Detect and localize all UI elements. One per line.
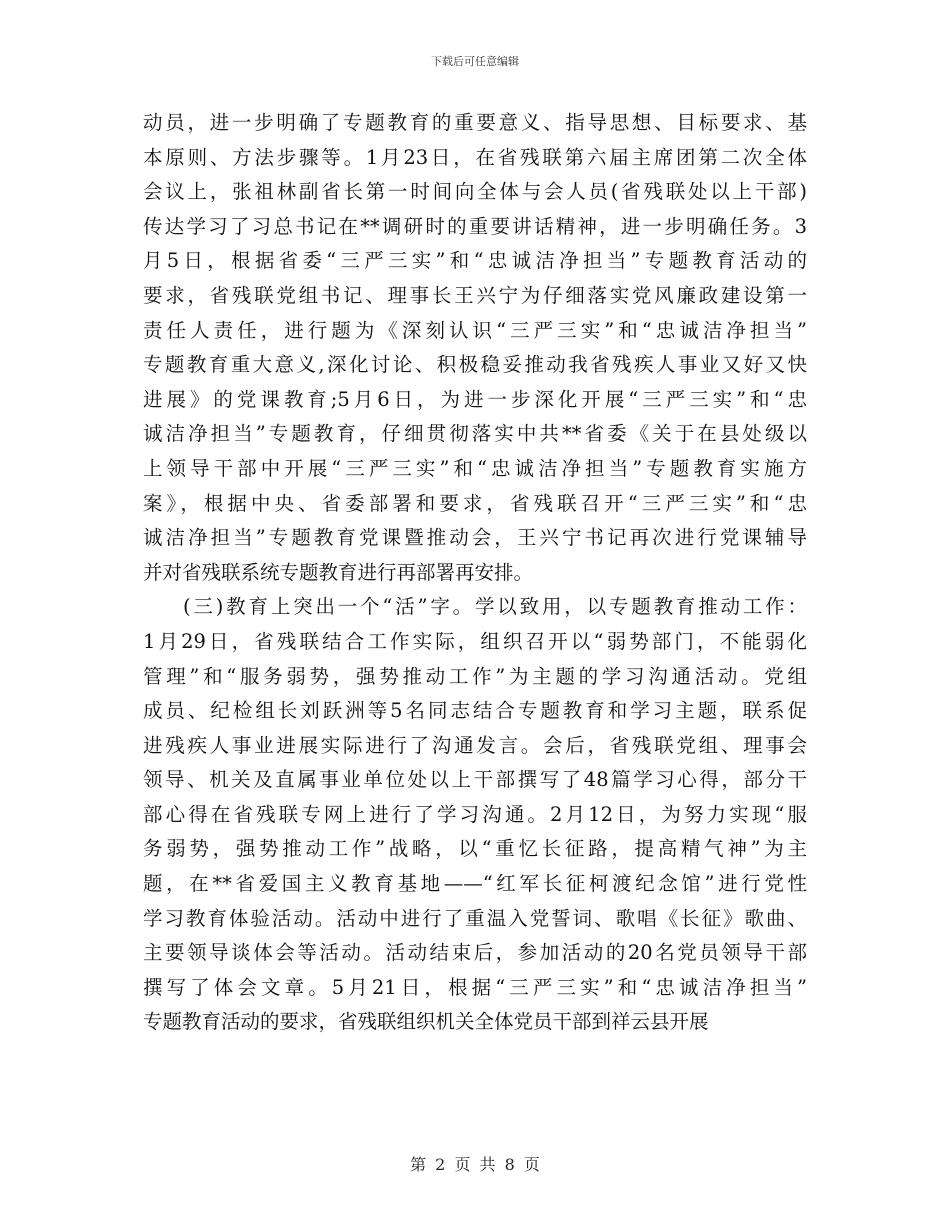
paragraph (143, 590, 807, 1040)
text-line: 题，在**省爱国主义教育基地——“红军长征柯渡纪念馆”进行党性 (143, 872, 807, 896)
text-line: 学习教育体验活动。活动中进行了重温入党誓词、歌唱《长征》歌曲、 (143, 906, 807, 930)
page-header: 下载后可任意编辑 (431, 55, 519, 68)
text-line: 主要领导谈体会等活动。活动结束后，参加活动的20名党员领导干部 (143, 941, 807, 965)
text-line: 责任人责任，进行题为《深刻认识“三严三实”和“忠诚洁净担当” (143, 318, 807, 342)
text-line: 并对省残联系统专题教育进行再部署再安排。 (143, 560, 534, 584)
text-line: 要求，省残联党组书记、理事长王兴宁为仔细落实党风廉政建设第一 (143, 283, 807, 307)
text-line: 动员，进一步明确了专题教育的重要意义、指导思想、目标要求、基 (143, 111, 807, 134)
text-line: 成员、纪检组长刘跃洲等5名同志结合专题教育和学习主题，联系促 (143, 699, 807, 723)
text-line: 专题教育活动的要求，省残联组织机关全体党员干部到祥云县开展 (143, 1010, 709, 1034)
text-line: 传达学习了习总书记在**调研时的重要讲话精神，进一步明确任务。3 (143, 214, 807, 238)
text-line: 进展》的党课教育;5月6日，为进一步深化开展“三严三实”和“忠 (143, 387, 807, 411)
text-line: 务弱势，强势推动工作”战略，以“重忆长征路，提高精气神”为主 (143, 837, 807, 861)
text-line: 管理”和“服务弱势，强势推动工作”为主题的学习沟通活动。党组 (143, 664, 807, 688)
page-footer: 第 2 页 共 8 页 (410, 1155, 540, 1174)
text-line: 上领导干部中开展“三严三实”和“忠诚洁净担当”专题教育实施方 (143, 456, 807, 480)
text-line: 诚洁净担当”专题教育党课暨推动会，王兴宁书记再次进行党课辅导 (143, 526, 807, 550)
text-line: 本原则、方法步骤等。1月23日，在省残联第六届主席团第二次全体 (143, 145, 807, 169)
text-line: 领导、机关及直属事业单位处以上干部撰写了48篇学习心得，部分干 (143, 768, 807, 792)
text-line: 1月29日，省残联结合工作实际，组织召开以“弱势部门，不能弱化 (143, 629, 807, 653)
paragraph (143, 106, 807, 590)
text-line: 专题教育重大意义,深化讨论、积极稳妥推动我省残疾人事业又好又快 (143, 353, 807, 377)
text-line: 部心得在省残联专网上进行了学习沟通。2月12日，为努力实现“服 (143, 802, 807, 826)
text-line: 案》，根据中央、省委部署和要求，省残联召开“三严三实”和“忠 (143, 491, 807, 515)
text-line: 月5日，根据省委“三严三实”和“忠诚洁净担当”专题教育活动的 (143, 249, 807, 273)
text-line: 进残疾人事业进展实际进行了沟通发言。会后，省残联党组、理事会 (143, 733, 807, 757)
text-line: 会议上，张祖林副省长第一时间向全体与会人员(省残联处以上干部) (143, 180, 807, 204)
text-line: (三)教育上突出一个“活”字。学以致用，以专题教育推动工作： (183, 595, 807, 619)
text-line: 撰写了体会文章。5月21日，根据“三严三实”和“忠诚洁净担当” (143, 975, 807, 999)
text-line: 诚洁净担当”专题教育，仔细贯彻落实中共**省委《关于在县处级以 (143, 422, 807, 446)
document-body (143, 106, 807, 1040)
